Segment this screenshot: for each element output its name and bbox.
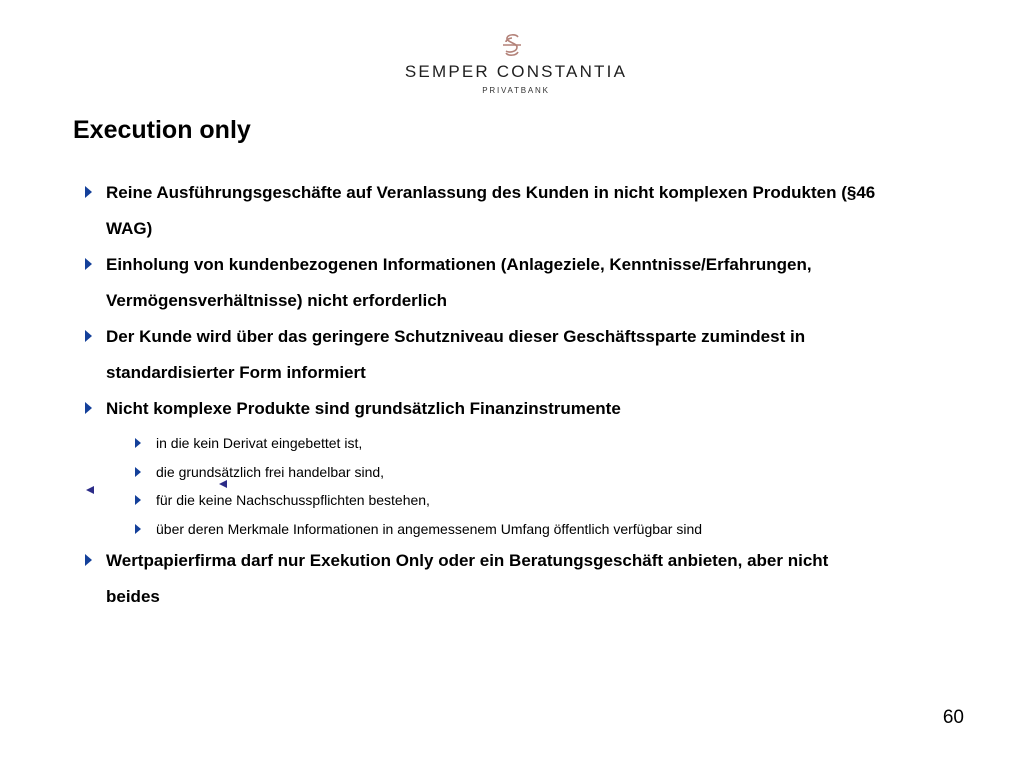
bullet-list [80,175,880,615]
bullet-text: Wertpapierfirma darf nur Exekution Only oder ein Beratungsgeschäft anbieten, aber nicht beides [106,551,829,606]
bullet-item [80,543,880,615]
bullet-text: Nicht komplexe Produkte sind grundsätzlich Finanzinstrumente [106,399,621,418]
bullet-text: Reine Ausführungsgeschäfte auf Veranlassung des Kunden in nicht komplexen Produkten (§46 WAG) [106,183,876,238]
sub-bullet-item [130,486,880,515]
bullet-arrow-icon [85,402,92,414]
bullet-arrow-icon [85,554,92,566]
page-number: 60 [942,707,964,728]
sub-bullet-text: die grundsätzlich frei handelbar sind, [156,463,385,480]
bank-logo [0,32,1024,95]
sub-bullet-item [130,458,880,487]
bullet-item [80,247,880,319]
sub-bullet-text: in die kein Derivat eingebettet ist, [156,435,363,451]
sub-bullet-arrow-icon [135,495,141,505]
sub-bullet-arrow-icon [135,438,141,448]
sub-bullet-item [130,515,880,544]
sub-bullet-list [130,429,880,543]
bullet-text: Einholung von kundenbezogenen Informationen (Anlageziele, Kenntnisse/Erfahrungen, Vermögensverhältnisse) nicht erforderlich [106,255,812,310]
left-pointer-icon [86,486,94,494]
sub-bullet-text: über deren Merkmale Informationen in angemessenem Umfang öffentlich verfügbar sind [156,520,703,537]
logo-name: SEMPER CONSTANTIA [404,62,628,81]
bullet-arrow-icon [85,330,92,342]
sub-bullet-text: für die keine Nachschusspflichten bestehen, [156,492,430,508]
logo-monogram-icon [499,32,525,58]
bullet-item [80,319,880,391]
sub-bullet-item [130,429,880,458]
bullet-arrow-icon [85,186,92,198]
left-pointer-icon [219,480,227,488]
bullet-item [80,391,880,543]
logo-subtitle: PRIVATBANK [482,86,550,95]
bullet-text: Der Kunde wird über das geringere Schutzniveau dieser Geschäftssparte zumindest in standardisierter Form informiert [106,327,806,382]
sub-bullet-arrow-icon [135,467,141,477]
bullet-item [80,175,880,247]
slide-title: Execution only [73,116,251,144]
bullet-arrow-icon [85,258,92,270]
sub-bullet-arrow-icon [135,524,141,534]
